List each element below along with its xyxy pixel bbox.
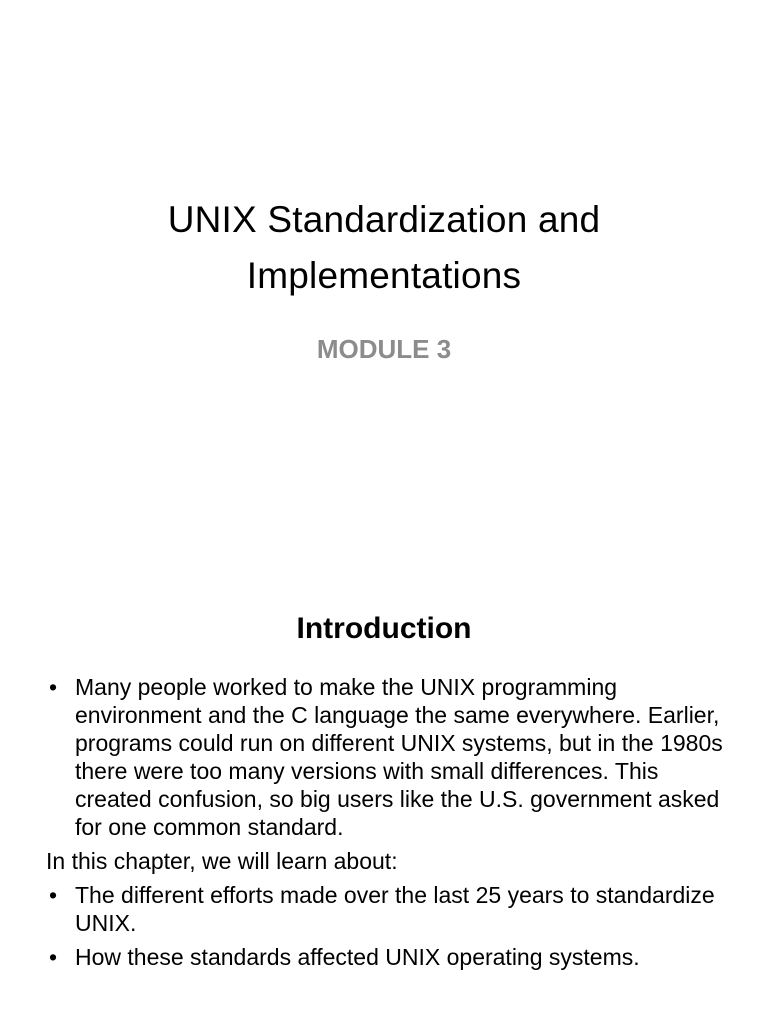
bullet-text: How these standards affected UNIX operating systems. bbox=[75, 944, 640, 970]
bullet-item bbox=[46, 673, 736, 841]
bullet-icon: • bbox=[49, 944, 58, 970]
slide-subtitle: MODULE 3 bbox=[316, 334, 452, 364]
title-block bbox=[0, 192, 768, 304]
bullet-text: The different efforts made over the last 25 years to standardize UNIX. bbox=[75, 882, 715, 936]
bullet-item bbox=[46, 881, 736, 937]
bullet-item bbox=[46, 943, 736, 971]
bullet-icon: • bbox=[49, 674, 58, 700]
slide-title-line-2: Implementations bbox=[246, 255, 522, 296]
bullet-icon: • bbox=[49, 882, 58, 908]
slide-title-line-1: UNIX Standardization and bbox=[167, 199, 601, 240]
lead-in-text: In this chapter, we will learn about: bbox=[46, 848, 398, 874]
slide-title bbox=[0, 192, 768, 304]
introduction-content bbox=[46, 673, 736, 971]
introduction-slide bbox=[0, 576, 768, 1024]
bullet-text: Many people worked to make the UNIX programming environment and the C language the same everywhere. Earlier, programs could run on different UNIX systems, but in the 1980s there were too many versions with small differences. This created confusion, so big users like the U.S. government asked for one common standard. bbox=[75, 674, 723, 840]
introduction-heading: Introduction bbox=[296, 612, 472, 645]
